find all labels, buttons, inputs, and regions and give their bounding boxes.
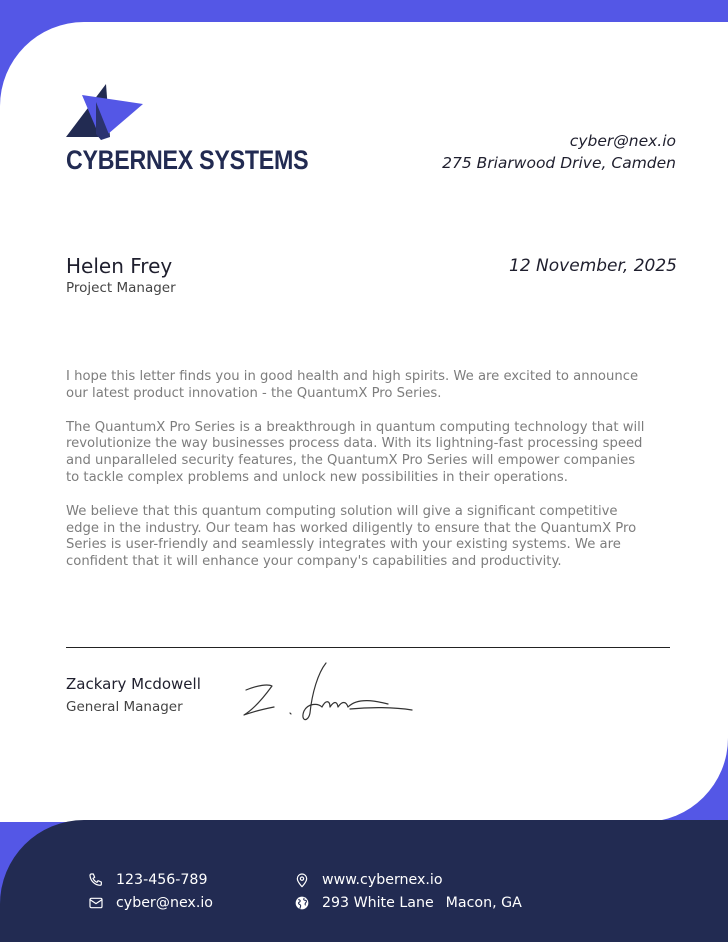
footer-address-street: 293 White Lane <box>322 895 434 911</box>
header-email: cyber@nex.io <box>569 132 676 150</box>
phone-icon <box>88 872 104 888</box>
signer-title: General Manager <box>66 699 183 715</box>
globe-icon <box>294 895 310 911</box>
recipient-name: Helen Frey <box>66 254 173 278</box>
company-logo-icon <box>66 82 146 142</box>
header-contact <box>442 130 676 174</box>
header-address: 275 Briarwood Drive, Camden <box>442 154 676 172</box>
body-paragraph: We believe that this quantum computing solution will give a significant competitive edge in the industry. Our team has worked diligently to ensure that the QuantumX Pro Series is user-friendly and seamlessly integrates with your existing systems. We are confident that it will enhance your company's capabilities and productivity. <box>66 503 637 570</box>
footer-phone[interactable] <box>88 872 207 888</box>
footer-website[interactable] <box>294 872 443 888</box>
footer-email[interactable] <box>88 895 213 911</box>
body-paragraph: The QuantumX Pro Series is a breakthrough in quantum computing technology that will revolutionize the way businesses process data. With its lightning-fast processing speed and unparalleled security features, the QuantumX Pro Series will empower companies to tackle complex problems and unlock new possibilities in their operations. <box>66 419 645 485</box>
body-paragraph: I hope this letter finds you in good health and high spirits. We are excited to announce our latest product innovation - the QuantumX Pro Series. <box>66 369 639 401</box>
signer-name: Zackary Mcdowell <box>66 675 201 693</box>
footer-address-city: Macon, GA <box>445 895 522 911</box>
letter-sheet <box>0 22 728 822</box>
signature-divider <box>66 647 670 648</box>
footer-address <box>294 895 522 911</box>
footer-website-text: www.cybernex.io <box>322 872 443 888</box>
company-name: CYBERNEX SYSTEMS <box>66 145 309 175</box>
footer-phone-text: 123-456-789 <box>116 872 208 888</box>
letter-body <box>66 369 646 588</box>
location-pin-icon <box>294 872 310 888</box>
handwritten-signature <box>238 657 418 727</box>
footer-bar <box>0 820 728 942</box>
footer-email-text: cyber@nex.io <box>116 895 213 911</box>
mail-icon <box>88 895 104 911</box>
letter-date: 12 November, 2025 <box>509 256 677 276</box>
recipient-title: Project Manager <box>66 280 176 296</box>
